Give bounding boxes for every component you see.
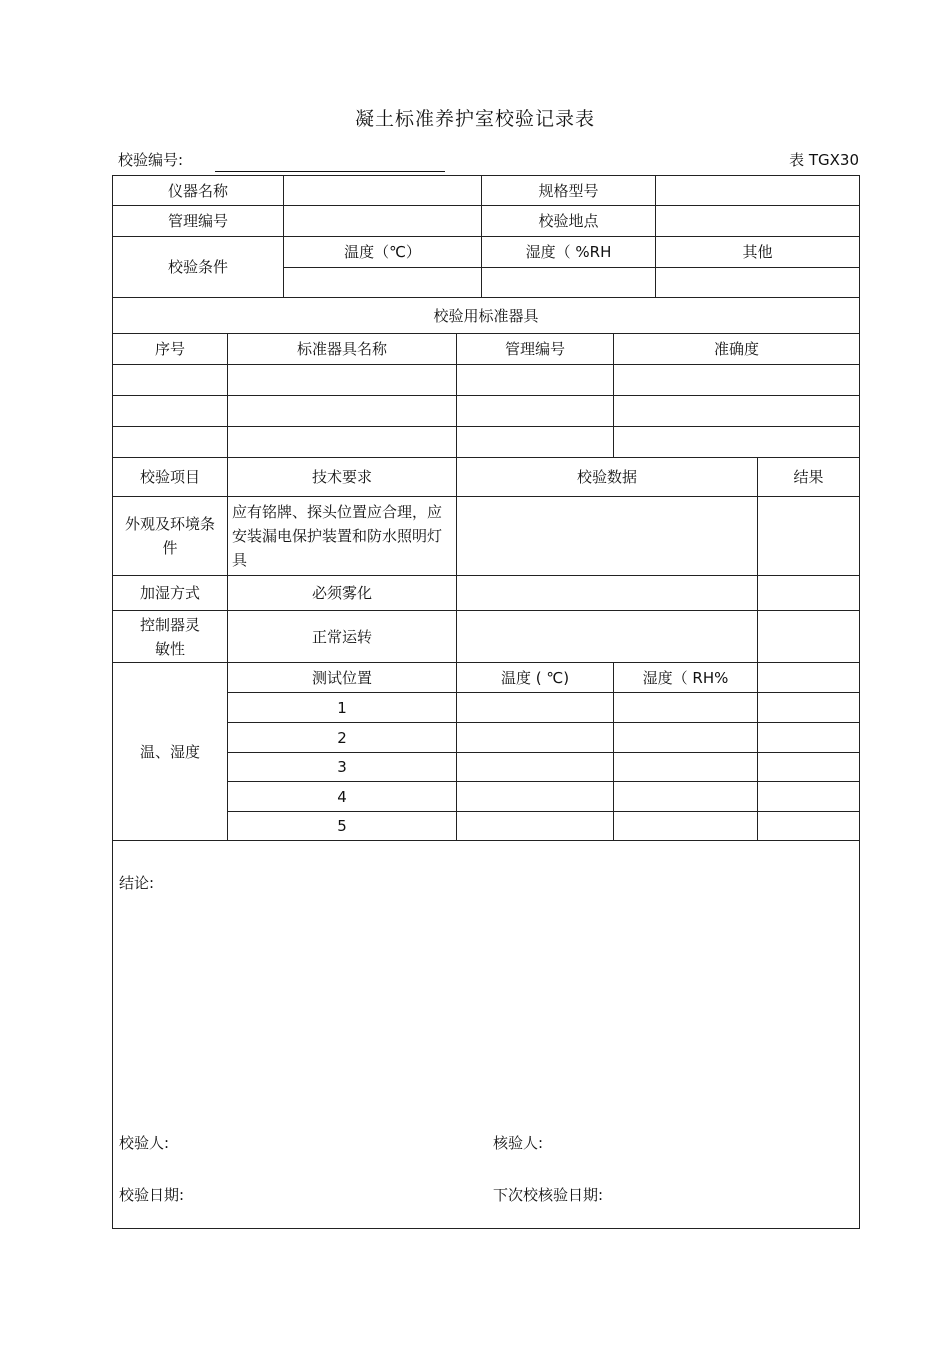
items-header-data: 校验数据 <box>457 458 758 497</box>
form-code: 表 TGX30 <box>789 151 859 169</box>
appearance-data-field[interactable] <box>457 497 758 576</box>
instrument-name-label: 仪器名称 <box>113 176 284 206</box>
table-cell[interactable] <box>614 782 758 812</box>
table-cell[interactable] <box>614 812 758 841</box>
table-cell[interactable] <box>758 782 860 812</box>
conclusion-label: 结论: <box>119 874 155 892</box>
management-number-label: 管理编号 <box>113 206 284 237</box>
table-cell[interactable] <box>228 427 457 458</box>
table-cell[interactable] <box>457 693 614 723</box>
table-cell[interactable] <box>113 396 228 427</box>
next-calibration-date-label: 下次校核验日期: <box>493 1186 604 1204</box>
inspector-label: 校验人: <box>119 1134 170 1152</box>
items-header-requirement: 技术要求 <box>228 458 457 497</box>
model-label: 规格型号 <box>482 176 656 206</box>
table-cell[interactable] <box>457 782 614 812</box>
calibration-date-label: 校验日期: <box>119 1186 185 1204</box>
table-cell[interactable] <box>614 693 758 723</box>
table-cell[interactable] <box>457 753 614 782</box>
table-cell[interactable] <box>758 812 860 841</box>
test-temperature-header: 温度 ( ℃) <box>457 663 614 693</box>
controller-data-field[interactable] <box>457 611 758 663</box>
test-humidity-header: 湿度（ RH% <box>614 663 758 693</box>
reviewer-label: 核验人: <box>493 1134 544 1152</box>
test-position: 4 <box>228 782 457 812</box>
test-position: 5 <box>228 812 457 841</box>
test-position-header: 测试位置 <box>228 663 457 693</box>
humidity-header: 湿度（ %RH <box>482 237 656 268</box>
table-cell[interactable] <box>457 396 614 427</box>
table-cell[interactable] <box>228 396 457 427</box>
table-cell[interactable] <box>614 365 860 396</box>
page-title: 凝土标准养护室校验记录表 <box>354 108 595 130</box>
standards-header-name: 标准器具名称 <box>228 334 457 365</box>
table-cell[interactable] <box>758 753 860 782</box>
appearance-item-label: 外观及环境条件 <box>113 497 228 576</box>
calibration-record-table <box>112 175 860 1229</box>
management-number-field[interactable] <box>284 206 482 237</box>
humidify-item-label: 加湿方式 <box>113 576 228 611</box>
appearance-result-field[interactable] <box>758 497 860 576</box>
other-field[interactable] <box>656 268 860 298</box>
controller-result-field[interactable] <box>758 611 860 663</box>
humidify-data-field[interactable] <box>457 576 758 611</box>
table-cell[interactable] <box>614 396 860 427</box>
standards-header-number: 管理编号 <box>457 334 614 365</box>
table-cell[interactable] <box>228 365 457 396</box>
controller-item-label: 控制器灵敏性 <box>113 611 228 663</box>
conclusion-section[interactable] <box>113 841 860 1229</box>
humidify-result-field[interactable] <box>758 576 860 611</box>
items-header-item: 校验项目 <box>113 458 228 497</box>
test-position: 2 <box>228 723 457 753</box>
items-header-result: 结果 <box>758 458 860 497</box>
standards-header-accuracy: 准确度 <box>614 334 860 365</box>
conditions-label: 校验条件 <box>113 237 284 298</box>
table-cell[interactable] <box>113 365 228 396</box>
table-row <box>113 427 860 458</box>
humidity-field[interactable] <box>482 268 656 298</box>
table-cell[interactable] <box>758 723 860 753</box>
calibration-number-field[interactable] <box>215 171 445 172</box>
table-cell[interactable] <box>758 693 860 723</box>
table-cell[interactable] <box>457 427 614 458</box>
other-header: 其他 <box>656 237 860 268</box>
location-label: 校验地点 <box>482 206 656 237</box>
test-result-field[interactable] <box>758 663 860 693</box>
table-cell[interactable] <box>457 812 614 841</box>
test-position: 1 <box>228 693 457 723</box>
model-field[interactable] <box>656 176 860 206</box>
temp-humidity-item-label: 温、湿度 <box>113 663 228 841</box>
location-field[interactable] <box>656 206 860 237</box>
instrument-name-field[interactable] <box>284 176 482 206</box>
table-cell[interactable] <box>457 365 614 396</box>
calibration-number-label: 校验编号: <box>118 151 184 169</box>
table-cell[interactable] <box>614 427 860 458</box>
standards-header-index: 序号 <box>113 334 228 365</box>
temperature-header: 温度（℃） <box>284 237 482 268</box>
test-position: 3 <box>228 753 457 782</box>
standards-section-title: 校验用标准器具 <box>113 298 860 334</box>
controller-requirement: 正常运转 <box>228 611 457 663</box>
table-cell[interactable] <box>113 427 228 458</box>
table-cell[interactable] <box>614 753 758 782</box>
table-row <box>113 396 860 427</box>
humidify-requirement: 必须雾化 <box>228 576 457 611</box>
table-row <box>113 365 860 396</box>
appearance-requirement: 应有铭牌、探头位置应合理，应安装漏电保护装置和防水照明灯具 <box>228 497 457 576</box>
temperature-field[interactable] <box>284 268 482 298</box>
table-cell[interactable] <box>614 723 758 753</box>
table-cell[interactable] <box>457 723 614 753</box>
